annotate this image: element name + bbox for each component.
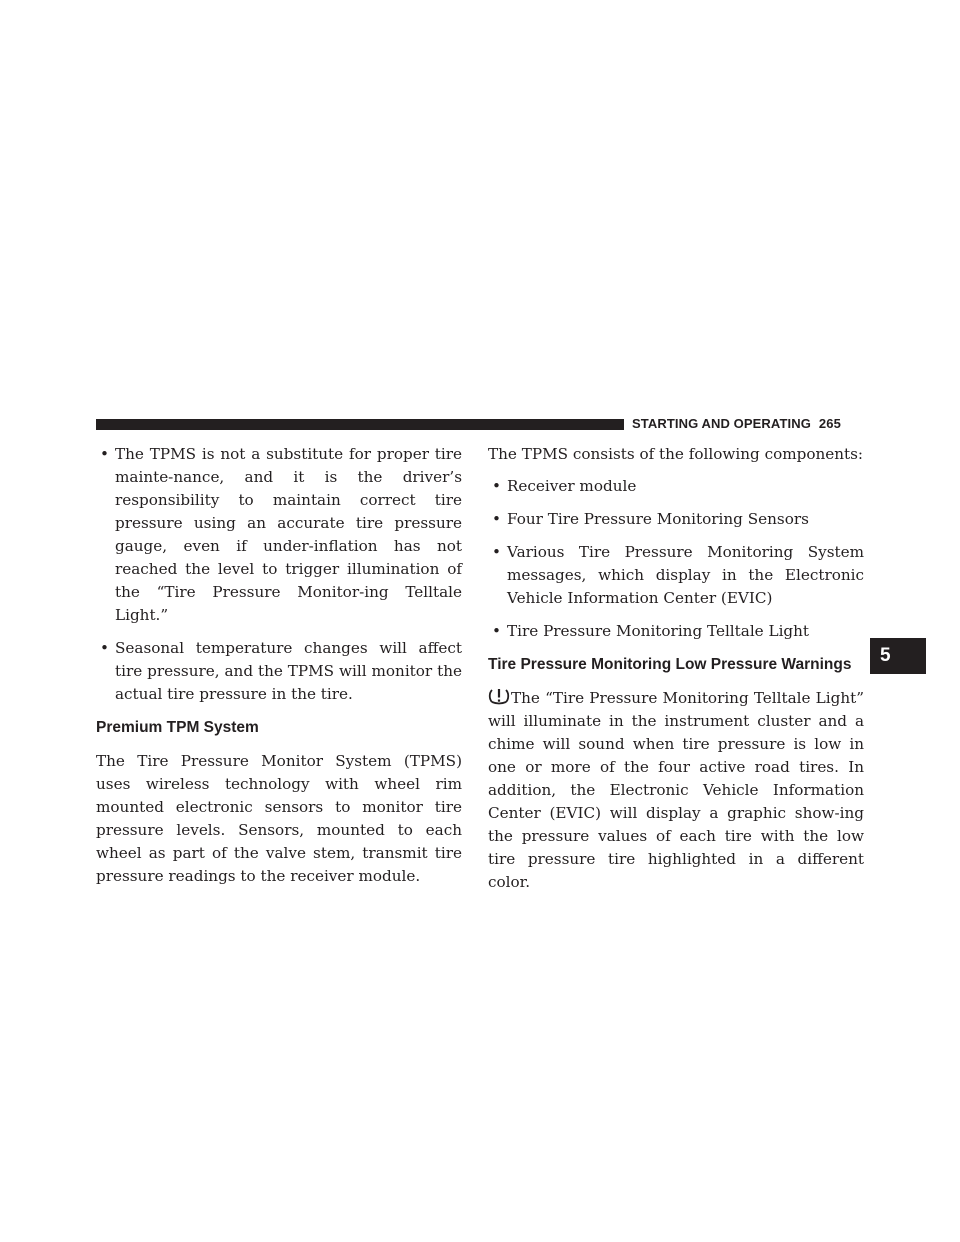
list-item [488, 508, 864, 531]
right-column [488, 443, 864, 904]
bullet-glyph: • [492, 543, 501, 561]
list-item-text: Receiver module [507, 477, 637, 495]
bullet-glyph: • [492, 477, 501, 495]
bullet-glyph: • [492, 622, 501, 640]
list-item-text: Various Tire Pressure Monitoring System messages, which display in the Electronic Vehicle Information Center (EVIC) [507, 543, 864, 607]
list-item-text: The TPMS is not a substitute for proper tire mainte-nance, and it is the driver’s responsibility to maintain correct tire pressure using an accurate tire pressure gauge, even if under-inflation has not reached the level to trigger illumination of the “Tire Pressure Monitor-ing Telltale Light.” [115, 445, 462, 624]
chapter-tab[interactable]: 5 [870, 638, 926, 674]
list-item [488, 541, 864, 610]
left-column [96, 443, 462, 898]
body-paragraph [488, 687, 864, 894]
list-item [488, 620, 864, 643]
list-item [96, 443, 462, 627]
list-item [96, 637, 462, 706]
running-header [632, 416, 841, 431]
bullet-glyph: • [100, 639, 109, 657]
intro-paragraph: The TPMS consists of the following components: [488, 445, 864, 463]
page-number: 265 [818, 416, 841, 431]
list-item-text: Tire Pressure Monitoring Telltale Light [507, 622, 810, 640]
tire-pressure-warning-icon [488, 687, 510, 705]
body-paragraph-text: The “Tire Pressure Monitoring Telltale Light” will illuminate in the instrument cluster and a chime will sound when tire pressure is low in one or more of the four active road tires. In addition, the Electronic Vehicle Information Center (EVIC) will display a graphic show-ing the pressure values of each tire with the low tire pressure tire highlighted in a different color. [488, 689, 864, 891]
list-item-text: Four Tire Pressure Monitoring Sensors [507, 510, 809, 528]
list-item-text: Seasonal temperature changes will affect tire pressure, and the TPMS will monitor the actual tire pressure in the tire. [115, 639, 462, 703]
section-heading: Tire Pressure Monitoring Low Pressure Warnings [488, 656, 852, 673]
list-item [488, 475, 864, 498]
body-paragraph: The Tire Pressure Monitor System (TPMS) uses wireless technology with wheel rim mounted electronic sensors to monitor tire pressure levels. Sensors, mounted to each wheel as part of the valve stem, transmit tire pressure readings to the receiver module. [96, 752, 462, 885]
section-heading: Premium TPM System [96, 719, 259, 736]
header-rule [96, 419, 624, 430]
bullet-glyph: • [492, 510, 501, 528]
section-title: STARTING AND OPERATING [632, 416, 811, 431]
bullet-glyph: • [100, 445, 109, 463]
